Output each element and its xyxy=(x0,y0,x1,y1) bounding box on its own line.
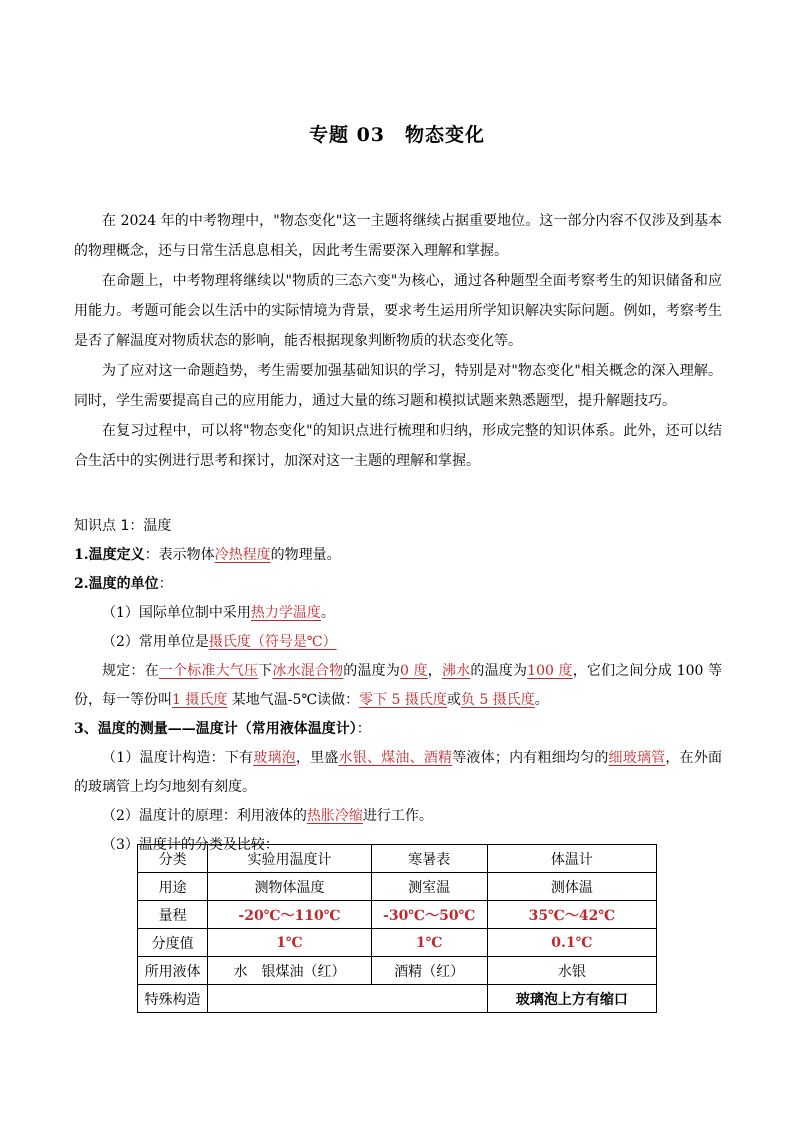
key-term: 100 度 xyxy=(527,663,573,679)
unit-heading-line xyxy=(74,570,722,599)
rule-text: 某地气温-5℃读做： xyxy=(227,692,360,708)
measurement-heading xyxy=(74,715,722,744)
table-cell: 35℃～42℃ xyxy=(487,901,656,929)
definition-text: 的物理量。 xyxy=(270,547,341,563)
rule-text: ，它们之间分成 100 等份，每一等份叫 xyxy=(74,663,723,708)
table-cell xyxy=(208,985,487,1013)
table-cell: 测室温 xyxy=(371,873,487,901)
row-label: 分度值 xyxy=(138,929,208,957)
table-cell: 1℃ xyxy=(208,929,371,957)
table-cell: 0.1℃ xyxy=(487,929,656,957)
table-header-cell: 体温计 xyxy=(487,845,656,873)
key-term: 冷热程度 xyxy=(214,547,271,563)
unit-text: 。 xyxy=(320,605,335,621)
key-term: 水银、煤油、酒精 xyxy=(338,750,453,766)
measurement-text: 等液体；内有粗细均匀的 xyxy=(452,750,609,766)
key-term: 玻璃泡 xyxy=(253,750,296,766)
measurement-text: ，在外面的玻璃管上均匀地刻有刻度。 xyxy=(74,750,723,795)
unit-colon: ： xyxy=(158,576,173,592)
rule-text: 。 xyxy=(534,692,549,708)
definition-text: ：表示物体 xyxy=(144,547,215,563)
definition-label: 1.温度定义 xyxy=(74,547,145,563)
rule-text: 或 xyxy=(446,692,461,708)
key-term: 细玻璃管 xyxy=(608,750,666,766)
key-term: 热力学温度 xyxy=(250,605,321,621)
table-header-cell: 分类 xyxy=(138,845,208,873)
intro-paragraph: 在复习过程中，可以将"物态变化"的知识点进行梳理和归纳，形成完整的知识体系。此外，还可以结合生活中的实例进行思考和探讨，加深对这一主题的理解和掌握。 xyxy=(74,423,722,469)
unit-item-2 xyxy=(74,628,722,657)
thermometer-comparison-table xyxy=(137,844,657,1013)
knowledge-point-section xyxy=(74,512,722,860)
table-cell: 水银 xyxy=(487,957,656,985)
measurement-label: 3、温度的测量——温度计（常用液体温度计） xyxy=(74,721,357,737)
row-label: 量程 xyxy=(138,901,208,929)
table-cell: -20℃～110℃ xyxy=(208,901,371,929)
key-term: 负 5 摄氏度 xyxy=(460,692,535,708)
knowledge-point-heading: 知识点 1：温度 xyxy=(74,518,172,534)
measurement-text: （1）温度计构造：下有 xyxy=(102,750,254,766)
measurement-colon: ： xyxy=(356,721,371,737)
unit-item-1 xyxy=(74,599,722,628)
table-row xyxy=(138,873,657,901)
table-cell: 测物体温度 xyxy=(208,873,371,901)
title-topic-number: 专题 03 xyxy=(308,124,386,146)
table-cell: -30℃～50℃ xyxy=(371,901,487,929)
table-header-cell: 实验用温度计 xyxy=(208,845,371,873)
table-cell: 测体温 xyxy=(487,873,656,901)
measurement-text: ，里盛 xyxy=(295,750,339,766)
definition-line xyxy=(74,541,722,570)
row-label: 所用液体 xyxy=(138,957,208,985)
key-term: 沸水 xyxy=(442,663,471,679)
table-row xyxy=(138,901,657,929)
unit-text: （2）常用单位是 xyxy=(102,634,209,650)
table-header-row xyxy=(138,845,657,873)
table-row xyxy=(138,985,657,1013)
key-term: 摄氏度（符号是℃） xyxy=(208,634,337,650)
rule-text: 规定：在 xyxy=(102,663,159,679)
intro-paragraph: 在命题上，中考物理将继续以"物质的三态六变"为核心，通过各种题型全面考察考生的知识储备和应用能力。考题可能会以生活中的实际情境为背景，要求考生运用所学知识解决实际问题。例如，考察考生是否了解温度对物质状态的影响，能否根据现象判断物质的状态变化等。 xyxy=(74,273,722,349)
measurement-text: （2）温度计的原理：利用液体的 xyxy=(102,808,307,824)
measurement-item-3: （3）温度计的分类及比较： xyxy=(102,837,279,853)
rule-text: 下 xyxy=(258,663,273,679)
rule-text: 的温度为 xyxy=(470,663,528,679)
table-cell: 酒精（红） xyxy=(371,957,487,985)
key-term: 冰水混合物 xyxy=(272,663,344,679)
measurement-item-2 xyxy=(74,802,722,831)
table-header-cell: 寒暑表 xyxy=(371,845,487,873)
intro-section xyxy=(74,206,722,476)
intro-paragraph: 为了应对这一命题趋势，考生需要加强基础知识的学习，特别是对"物态变化"相关概念的深入理解。同时，学生需要提高自己的应用能力，通过大量的练习题和模拟试题来熟悉题型，提升解题技巧。 xyxy=(74,363,722,409)
rule-text: 的温度为 xyxy=(343,663,401,679)
rule-paragraph xyxy=(74,657,722,715)
rule-text: ， xyxy=(427,663,442,679)
unit-text: （1）国际单位制中采用 xyxy=(102,605,251,621)
table-cell: 水 银煤油（红） xyxy=(208,957,371,985)
measurement-text: 进行工作。 xyxy=(362,808,433,824)
key-term: 零下 5 摄氏度 xyxy=(359,692,447,708)
row-label: 用途 xyxy=(138,873,208,901)
measurement-item-1 xyxy=(74,744,722,802)
intro-paragraph: 在 2024 年的中考物理中，"物态变化"这一主题将继续占据重要地位。这一部分内容不仅涉及到基本的物理概念，还与日常生活息息相关，因此考生需要深入理解和掌握。 xyxy=(74,213,722,259)
table-cell: 玻璃泡上方有缩口 xyxy=(487,985,656,1013)
page-title xyxy=(0,120,794,147)
key-term: 一个标准大气压 xyxy=(158,663,259,679)
key-term: 热胀冷缩 xyxy=(306,808,363,824)
key-term: 1 摄氏度 xyxy=(172,692,228,708)
table-cell: 1℃ xyxy=(371,929,487,957)
key-term: 0 度 xyxy=(400,663,428,679)
table-row xyxy=(138,957,657,985)
table-row xyxy=(138,929,657,957)
unit-label: 2.温度的单位 xyxy=(74,576,159,592)
title-topic-name: 物态变化 xyxy=(405,124,486,146)
row-label: 特殊构造 xyxy=(138,985,208,1013)
